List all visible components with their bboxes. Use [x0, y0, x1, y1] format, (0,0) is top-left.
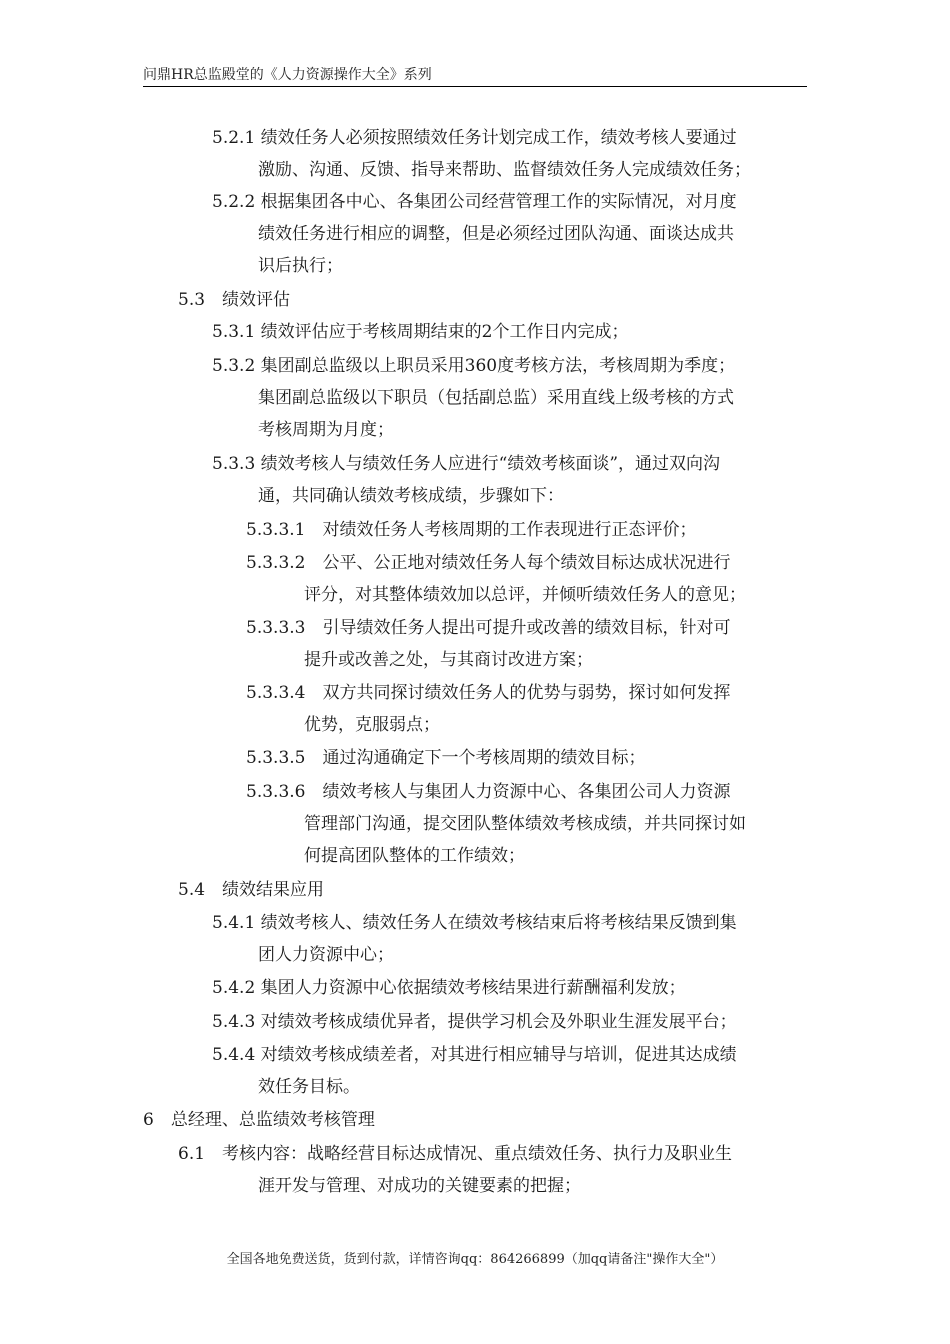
text-line: 管理部门沟通，提交团队整体绩效考核成绩，并共同探讨如 [304, 814, 746, 834]
text-line: 5.2.1 绩效任务人必须按照绩效任务计划完成工作，绩效考核人要通过 [212, 128, 737, 148]
text-line: 5.3.3.2 公平、公正地对绩效任务人每个绩效目标达成状况进行 [246, 553, 731, 573]
text-line: 5.3.3 绩效考核人与绩效任务人应进行“绩效考核面谈”，通过双向沟 [212, 454, 721, 474]
text-line: 5.3.2 集团副总监级以上职员采用360度考核方法，考核周期为季度； [212, 356, 736, 376]
text-line: 5.3.3.5 通过沟通确定下一个考核周期的绩效目标； [246, 748, 646, 768]
text-line: 考核周期为月度； [258, 420, 394, 440]
section-heading: 5.3 绩效评估 [178, 290, 291, 310]
text-line: 5.3.1 绩效评估应于考核周期结束的2个工作日内完成； [212, 322, 629, 342]
text-line: 5.4.1 绩效考核人、绩效任务人在绩效考核结束后将考核结果反馈到集 [212, 913, 737, 933]
text-line: 5.4.3 对绩效考核成绩优异者，提供学习机会及外职业生涯发展平台； [212, 1012, 737, 1032]
text-line: 何提高团队整体的工作绩效； [304, 846, 525, 866]
text-line: 5.3.3.4 双方共同探讨绩效任务人的优势与弱势，探讨如何发挥 [246, 683, 731, 703]
text-line: 5.3.3.6 绩效考核人与集团人力资源中心、各集团公司人力资源 [246, 782, 731, 802]
text-line: 集团副总监级以下职员（包括副总监）采用直线上级考核的方式 [258, 388, 734, 408]
text-line: 5.2.2 根据集团各中心、各集团公司经营管理工作的实际情况，对月度 [212, 192, 737, 212]
text-line: 5.3.3.3 引导绩效任务人提出可提升或改善的绩效目标，针对可 [246, 618, 731, 638]
header-title: 问鼎HR总监殿堂的《人力资源操作大全》系列 [143, 67, 432, 83]
text-line: 5.4.2 集团人力资源中心依据绩效考核结果进行薪酬福利发放； [212, 978, 686, 998]
text-line: 通，共同确认绩效考核成绩，步骤如下： [258, 486, 564, 506]
text-line: 提升或改善之处，与其商讨改进方案； [304, 650, 593, 670]
text-line: 涯开发与管理、对成功的关键要素的把握； [258, 1176, 581, 1196]
text-line: 效任务目标。 [258, 1077, 360, 1097]
text-line: 评分，对其整体绩效加以总评，并倾听绩效任务人的意见； [304, 585, 746, 605]
page-header [143, 66, 807, 87]
chapter-heading: 6 总经理、总监绩效考核管理 [143, 1110, 375, 1130]
text-line: 优势，克服弱点； [304, 715, 440, 735]
text-line: 识后执行； [258, 256, 343, 276]
text-line: 团人力资源中心； [258, 945, 394, 965]
section-heading: 5.4 绩效结果应用 [178, 880, 325, 900]
text-line: 6.1 考核内容：战略经营目标达成情况、重点绩效任务、执行力及职业生 [178, 1144, 733, 1164]
text-line: 绩效任务进行相应的调整，但是必须经过团队沟通、面谈达成共 [258, 224, 734, 244]
page-footer [0, 1248, 950, 1267]
footer-text: 全国各地免费送货，货到付款，详情咨询qq：864266899（加qq请备注"操作大全"） [226, 1252, 724, 1267]
text-line: 5.3.3.1 对绩效任务人考核周期的工作表现进行正态评价； [246, 520, 697, 540]
text-line: 5.4.4 对绩效考核成绩差者，对其进行相应辅导与培训，促进其达成绩 [212, 1045, 737, 1065]
text-line: 激励、沟通、反馈、指导来帮助、监督绩效任务人完成绩效任务； [258, 160, 751, 180]
